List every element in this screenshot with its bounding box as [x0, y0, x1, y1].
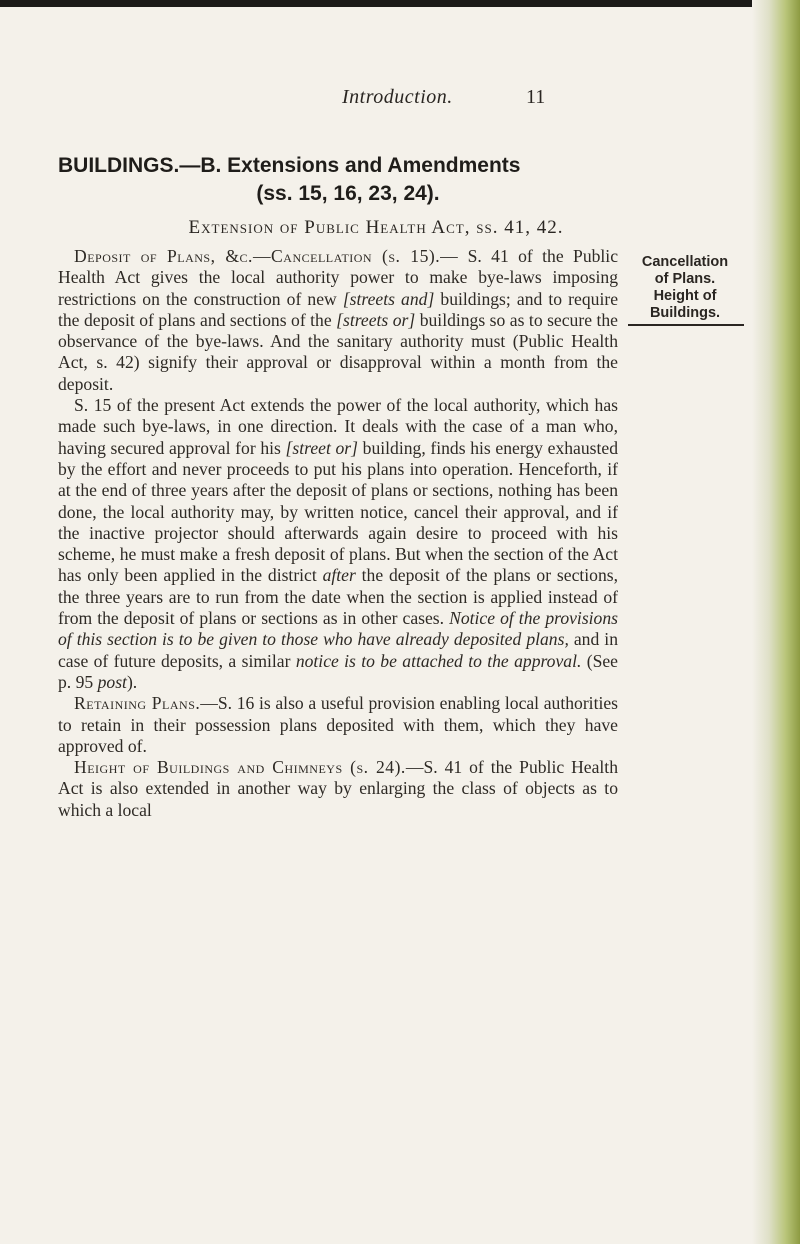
text-run: the deposit of the plans or sections, the three years are to run from the date when the section is applied instead of from the deposit of plans or sections as in other cases. — [58, 565, 618, 629]
page-edge — [752, 0, 800, 1244]
text-run: S. 15 of the present Act extends the power of the local authority, which has made such bye-laws, in one direction. It deals with the case of a man who, having secured approval for his — [58, 395, 618, 458]
paragraph-lead: Deposit of Plans, &c.—Cancellation (s. 15).— — [74, 246, 459, 266]
paragraph-retaining-plans — [58, 693, 618, 757]
paragraph-lead: Height of Buildings and Chimneys (s. 24). — [74, 757, 406, 778]
paragraph-section-15 — [58, 395, 618, 693]
margin-note-line: Height of — [653, 288, 717, 304]
heading-line-2: (ss. 15, 16, 23, 24). — [256, 182, 440, 205]
paragraph-lead: Retaining Plans. — [74, 693, 201, 714]
italic-run: [streets or] — [336, 309, 416, 330]
text-run: —S. 16 is also a useful provision enabling local authorities to retain in their possession plans deposited with them, which they have approved of. — [58, 693, 619, 756]
text-run: S. 41 of the Public Health Act gives the local authority power to make bye-laws imposing restrictions on the construction of new — [58, 246, 618, 309]
italic-run: [street or] — [285, 437, 358, 458]
margin-note-line: of Plans. — [654, 271, 716, 287]
margin-rule — [628, 324, 744, 326]
body-text — [58, 246, 618, 821]
text-run: building, finds his energy exhausted by the effort and never proceeds to put his plans into operation. Henceforth, if at the end of three years after the deposit of plans or sections, nothing has been done, the local authority may, by written notice, cancel their approval, and if the inactive projector should afterwards again desire to proceed with his scheme, he must make a fresh deposit of plans. But when the section of the Act has only been applied in the district — [58, 437, 618, 586]
section-title: Extension of Public Health Act, ss. 41, 42. — [188, 217, 564, 238]
italic-run: notice is to be attached to the approval. — [295, 650, 582, 671]
italic-run: post — [97, 671, 127, 692]
heading-line-1: BUILDINGS.—B. Extensions and Amendments — [58, 154, 521, 177]
margin-note — [626, 254, 744, 322]
running-head — [0, 86, 752, 112]
italic-run: after — [322, 565, 356, 586]
text-run: and in case of future deposits, a similar — [58, 629, 618, 671]
italic-run: Notice of the provisions of this section is to be given to those who have already deposited plans, — [58, 608, 618, 650]
margin-note-line: Buildings. — [649, 305, 721, 321]
text-run: —S. 41 of the Public Health Act is also extended in another way by enlarging the class of objects as to which a local — [58, 757, 618, 820]
paragraph-deposit-of-plans — [58, 246, 618, 395]
chapter-heading — [58, 152, 698, 208]
text-run: (See p. 95 — [58, 650, 618, 692]
text-run: ). — [126, 671, 138, 692]
running-title: Introduction. — [342, 86, 453, 108]
text-run: buildings; and to require the deposit of plans and sections of the — [58, 288, 618, 330]
margin-note-line: Cancellation — [641, 254, 729, 270]
page-number: 11 — [526, 86, 546, 108]
paragraph-height-of-buildings — [58, 757, 618, 821]
italic-run: [streets and] — [342, 288, 435, 309]
text-run: buildings so as to secure the observance of the bye-laws. And the sanitary authority must (Public Health Act, s. 42) signify their approval or disapproval within a month from the deposit. — [58, 309, 618, 394]
